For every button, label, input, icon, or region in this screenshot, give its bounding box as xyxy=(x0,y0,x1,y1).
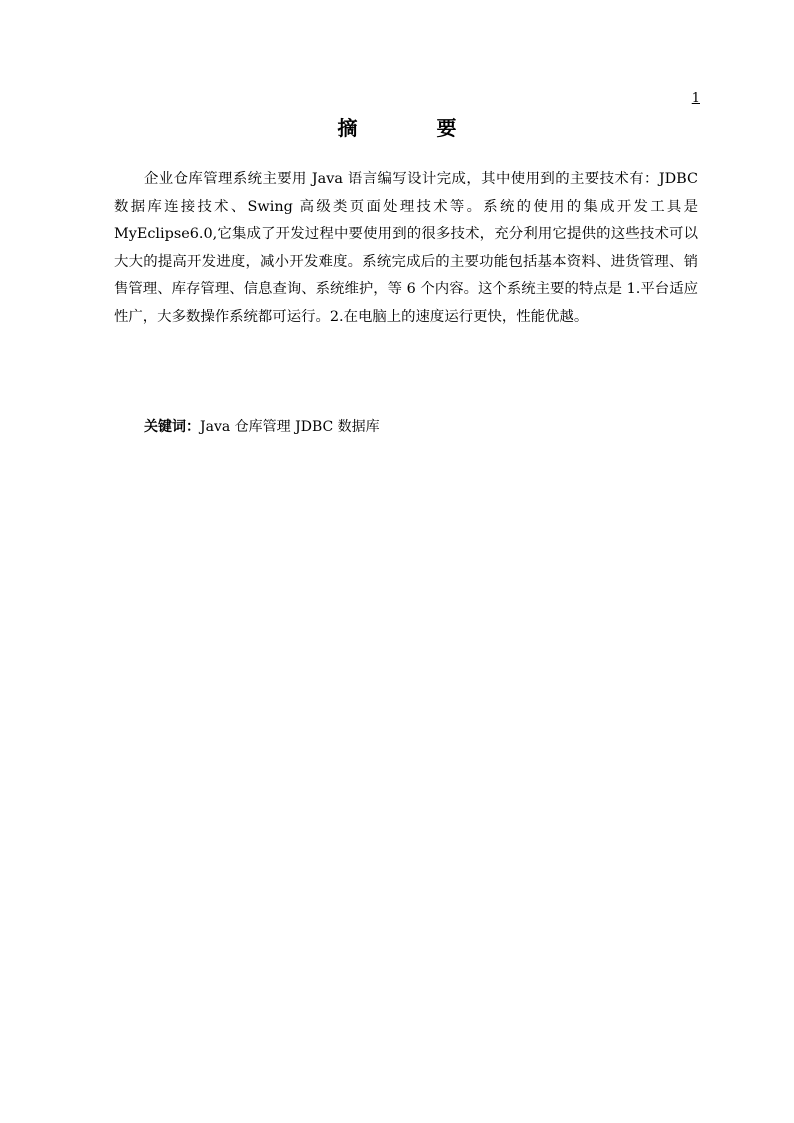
page-title: 摘 要 xyxy=(337,116,493,140)
abstract-paragraph: 企业仓库管理系统主要用 Java 语言编写设计完成，其中使用到的主要技术有：JDBC 数据库连接技术、Swing 高级类页面处理技术等。系统的使用的集成开发工具是 MyEclipse6.0,它集成了开发过程中要使用到的很多技术，充分利用它提供的这些技术可以大大的提高开发进度，减小开发难度。系统完成后的主要功能包括基本资料、进货管理、销售管理、库存管理、信息查询、系统维护，等 6 个内容。这个系统主要的特点是 1.平台适应性广，大多数操作系统都可运行。2.在电脑上的速度运行更快，性能优越。 xyxy=(114,171,698,325)
keywords-text: Java 仓库管理 JDBC 数据库 xyxy=(200,419,380,435)
keywords-label: 关键词： xyxy=(144,419,200,435)
page-number: 1 xyxy=(691,91,700,106)
keywords-line xyxy=(144,417,380,437)
